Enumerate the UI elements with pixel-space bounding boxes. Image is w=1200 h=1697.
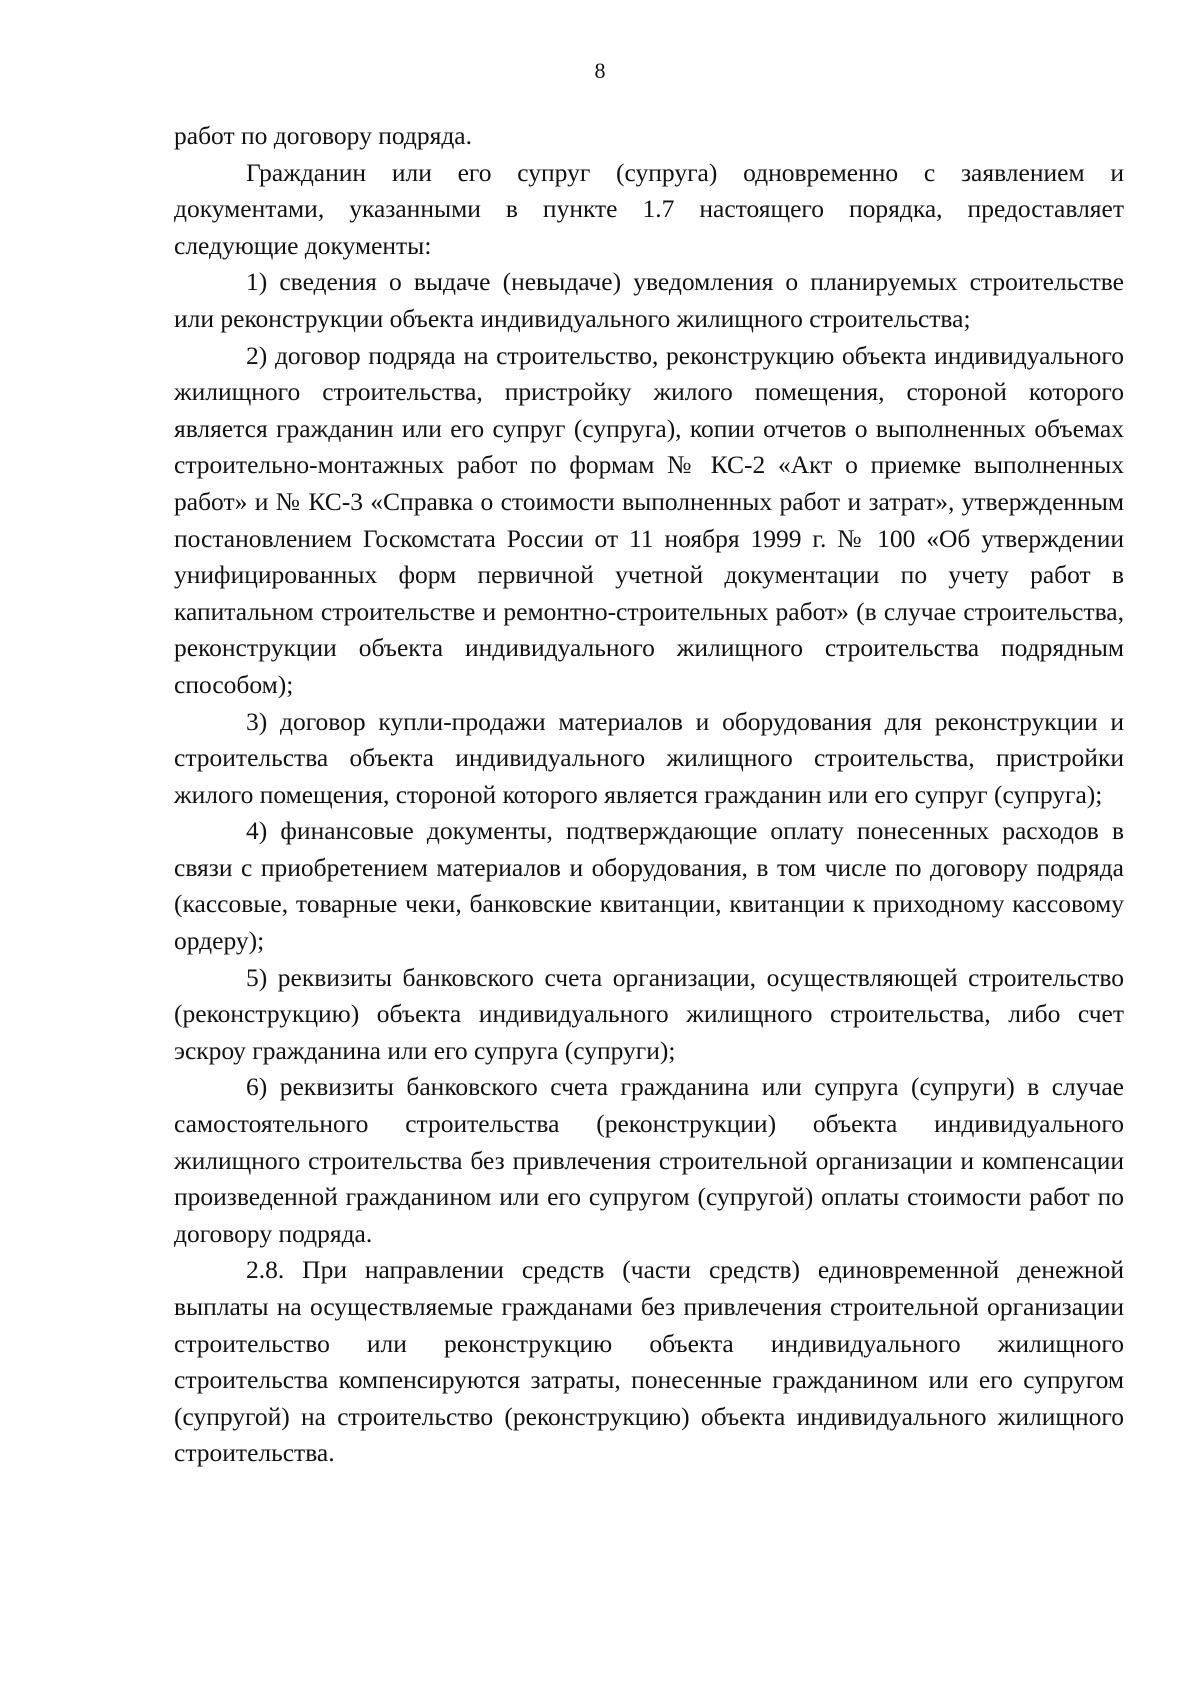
page-number: 8 [594,58,606,83]
list-item-1: 1) сведения о выдаче (невыдаче) уведомления о планируемых строительстве или реконструкции объекта индивидуального жилищного строительства; [174,267,1124,333]
clause-2-8: 2.8. При направлении средств (части средств) единовременной денежной выплаты на осуществляемые гражданами без привлечения строительной организации строительство или реконструкцию объекта индивидуального жилищного строительства компенсируются затраты, понесенные гражданином или его супругом (супругой) на строительство (реконструкцию) объекта индивидуального жилищного строительства. [174,1255,1124,1468]
list-item-3: 3) договор купли-продажи материалов и оборудования для реконструкции и строительства объекта индивидуального жилищного строительства, пристройки жилого помещения, стороной которого является гражданин или его супруг (супруга); [174,706,1124,809]
list-item-4: 4) финансовые документы, подтверждающие оплату понесенных расходов в связи с приобретением материалов и оборудования, в том числе по договору подряда (кассовые, товарные чеки, банковские квитанции, квитанции к приходному кассовому ордеру); [174,816,1124,956]
document-body [174,118,1124,1472]
paragraph-intro: Гражданин или его супруг (супруга) одновременно с заявлением и документами, указанными в пункте 1.7 настоящего порядка, предоставляет следующие документы: [174,157,1124,260]
list-item-6: 6) реквизиты банковского счета гражданина или супруга (супруги) в случае самостоятельного строительства (реконструкции) объекта индивидуального жилищного строительства без привлечения строительной организации и компенсации произведенной гражданином или его супругом (супругой) оплаты стоимости работ по договору подряда. [174,1072,1124,1248]
list-item-2: 2) договор подряда на строительство, реконструкцию объекта индивидуального жилищного строительства, пристройку жилого помещения, стороной которого является гражданин или его супруг (супруга), копии отчетов о выполненных объемах строительно-монтажных работ по формам № КС-2 «Акт о приемке выполненных работ» и № КС-3 «Справка о стоимости выполненных работ и затрат», утвержденным постановлением Госкомстата России от 11 ноября 1999 г. № 100 «Об утверждении унифицированных форм первичной учетной документации по учету работ в капитальном строительстве и ремонтно-строительных работ» (в случае строительства, реконструкции объекта индивидуального жилищного строительства подрядным способом); [174,340,1124,699]
list-item-5: 5) реквизиты банковского счета организации, осуществляющей строительство (реконструкцию) объекта индивидуального жилищного строительства, либо счет эскроу гражданина или его супруга (супруги); [174,962,1124,1065]
paragraph-continuation: работ по договору подряда. [174,121,472,150]
